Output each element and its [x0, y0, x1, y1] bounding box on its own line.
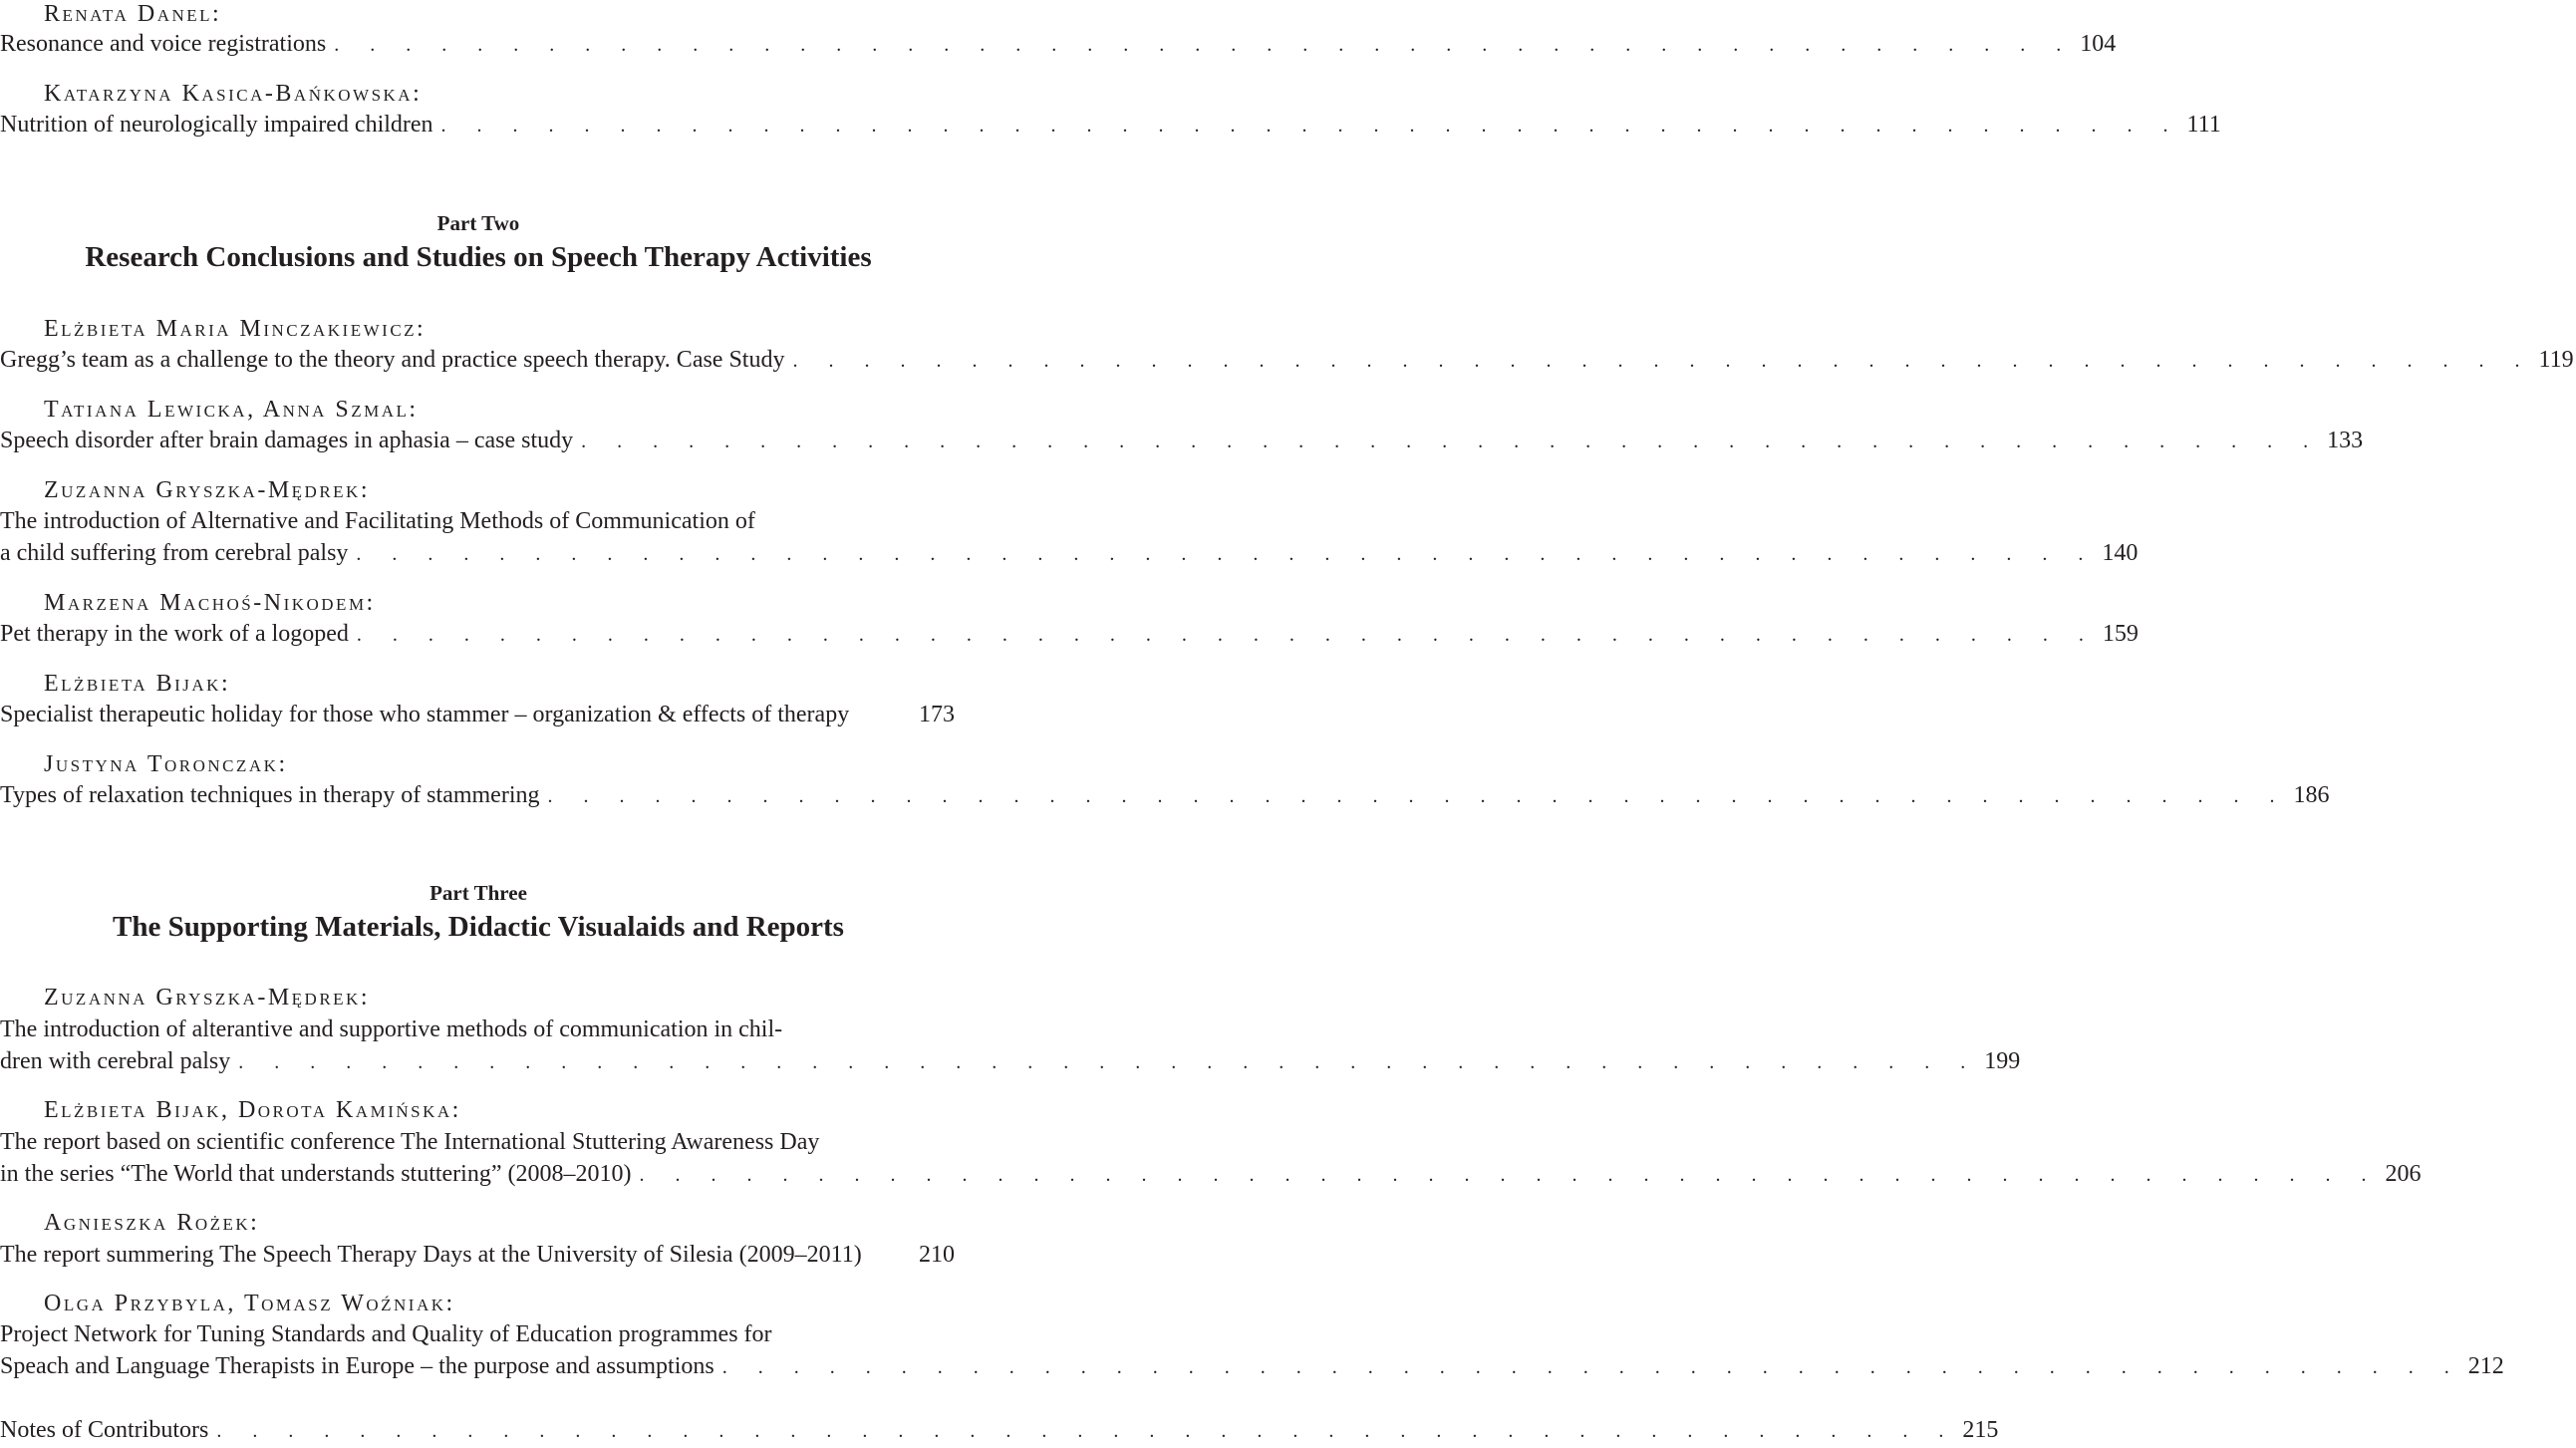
toc-page-number: 215: [1962, 1417, 1999, 1443]
toc-entry[interactable]: [0, 778, 2330, 812]
toc-page-number: 173: [919, 702, 955, 727]
toc-entry-title: dren with cerebral palsy: [0, 1048, 231, 1074]
toc-entry-title: Speach and Language Therapists in Europe – the purpose and assumptions: [0, 1353, 715, 1379]
toc-entry-title: a child suffering from cerebral palsy: [0, 540, 349, 566]
toc-author: Elżbieta Bijak:: [44, 671, 231, 697]
toc-page-number: 104: [2080, 31, 2117, 57]
toc-entry[interactable]: [0, 108, 2221, 142]
leader-dots: . . . . . . . . . . . . . . . . . . . . . . . . . . . . . . . . . . . . . . . . . . . . . . . . .: [334, 34, 2075, 56]
toc-entry-title: in the series “The World that understands stuttering” (2008–2010): [0, 1161, 632, 1187]
toc-entry[interactable]: [0, 1413, 1999, 1447]
toc-entry-title: Specialist therapeutic holiday for those who stammer – organization & effects of therapy: [0, 702, 850, 727]
part-label: Part Three: [429, 881, 527, 905]
toc-author: Zuzanna Gryszka-Mędrek:: [44, 985, 370, 1011]
toc-author: Elżbieta Bijak, Dorota Kamińska:: [44, 1097, 461, 1123]
leader-dots: . . . . . . . . . . . . . . . . . . . . . . . . . . . . . . . . . . . . . . . . . . . . . . . . .: [356, 543, 2097, 565]
toc-author: Katarzyna Kasica-Bańkowska:: [44, 81, 423, 107]
toc-entry[interactable]: [0, 343, 2574, 377]
toc-author: Olga Przybyla, Tomasz Woźniak:: [44, 1291, 455, 1316]
toc-page-number: 206: [2385, 1161, 2422, 1187]
toc-entry[interactable]: [0, 1238, 957, 1272]
toc-page-number: 159: [2102, 621, 2139, 647]
part-title: The Supporting Materials, Didactic Visualaids and Reports: [113, 911, 844, 943]
leader-dots: . . . . . . . . . . . . . . . . . . . . . . . . . . . . . . . . . . . . . . . . . . . . . . . . .: [547, 785, 2288, 807]
toc-page-number: 199: [1984, 1048, 2021, 1074]
leader-dots: . . . . . . . . . . . . . . . . . . . . . . . . . . . . . . . . . . . . . . . . . . . . . . . . .: [581, 431, 2322, 452]
toc-entry[interactable]: [0, 617, 2139, 651]
toc-page-number: 186: [2293, 782, 2330, 808]
toc-entry[interactable]: [0, 1157, 2422, 1191]
toc-entry-title-line[interactable]: The report based on scientific conference The International Stuttering Awareness Day: [0, 1129, 820, 1155]
toc-entry-title-line[interactable]: Project Network for Tuning Standards and Quality of Education programmes for: [0, 1321, 772, 1347]
toc-entry[interactable]: [0, 698, 957, 731]
toc-author: Zuzanna Gryszka-Mędrek:: [44, 477, 370, 503]
toc-entry-title: The report summering The Speech Therapy Days at the University of Silesia (2009–2011): [0, 1242, 862, 1268]
toc-entry-title-line[interactable]: The introduction of alterantive and supportive methods of communication in chil-: [0, 1016, 783, 1042]
toc-entry[interactable]: [0, 1349, 2504, 1383]
toc-author: Tatiana Lewicka, Anna Szmal:: [44, 397, 419, 423]
toc-entry-title: Speech disorder after brain damages in aphasia – case study: [0, 428, 574, 453]
toc-page-number: 140: [2102, 540, 2139, 566]
toc-entry[interactable]: [0, 424, 2364, 457]
toc-page-number: 111: [2186, 112, 2221, 138]
toc-entry[interactable]: [0, 1044, 2021, 1078]
toc-entry-title: Pet therapy in the work of a logoped: [0, 621, 349, 647]
toc-entry-title-line[interactable]: The introduction of Alternative and Facilitating Methods of Communication of: [0, 508, 755, 534]
part-title: Research Conclusions and Studies on Speech Therapy Activities: [85, 241, 872, 273]
toc-author: Agnieszka Rożek:: [44, 1210, 260, 1236]
leader-dots: . . . . . . . . . . . . . . . . . . . . . . . . . . . . . . . . . . . . . . . . . . . . . . . . .: [238, 1051, 1979, 1073]
leader-dots: . . . . . . . . . . . . . . . . . . . . . . . . . . . . . . . . . . . . . . . . . . . . . . . . .: [216, 1420, 1957, 1442]
toc-page-number: 133: [2327, 428, 2364, 453]
toc-author: Justyna Toronczak:: [44, 751, 288, 777]
toc-page-number: 119: [2538, 347, 2574, 373]
toc-author: Marzena Machoś-Nikodem:: [44, 590, 376, 616]
leader-dots: . . . . . . . . . . . . . . . . . . . . . . . . . . . . . . . . . . . . . . . . . . . . . . . . .: [356, 624, 2097, 646]
toc-page-number: 210: [919, 1242, 955, 1268]
toc-author: Elżbieta Maria Minczakiewicz:: [44, 316, 427, 342]
toc-entry-title: Notes of Contributors: [0, 1417, 209, 1443]
toc-entry-title: Resonance and voice registrations: [0, 31, 327, 57]
toc-entry[interactable]: [0, 27, 2117, 61]
toc-entry-title: Gregg’s team as a challenge to the theory and practice speech therapy. Case Study: [0, 347, 785, 373]
leader-dots: . . . . . . . . . . . . . . . . . . . . . . . . . . . . . . . . . . . . . . . . . . . . . . . . .: [440, 115, 2181, 137]
leader-dots: . . . . . . . . . . . . . . . . . . . . . . . . . . . . . . . . . . . . . . . . . . . . . . . . .: [639, 1164, 2380, 1186]
leader-dots: . . . . . . . . . . . . . . . . . . . . . . . . . . . . . . . . . . . . . . . . . . . . . . . . .: [792, 350, 2533, 372]
toc-entry[interactable]: [0, 536, 2139, 570]
toc-page-number: 212: [2467, 1353, 2504, 1379]
toc-entry-title: Types of relaxation techniques in therapy of stammering: [0, 782, 540, 808]
part-label: Part Two: [436, 211, 520, 235]
toc-entry-title: Nutrition of neurologically impaired children: [0, 112, 433, 138]
leader-dots: . . . . . . . . . . . . . . . . . . . . . . . . . . . . . . . . . . . . . . . . . . . . . . . . .: [721, 1356, 2462, 1378]
toc-author: Renata Danel:: [44, 1, 222, 27]
